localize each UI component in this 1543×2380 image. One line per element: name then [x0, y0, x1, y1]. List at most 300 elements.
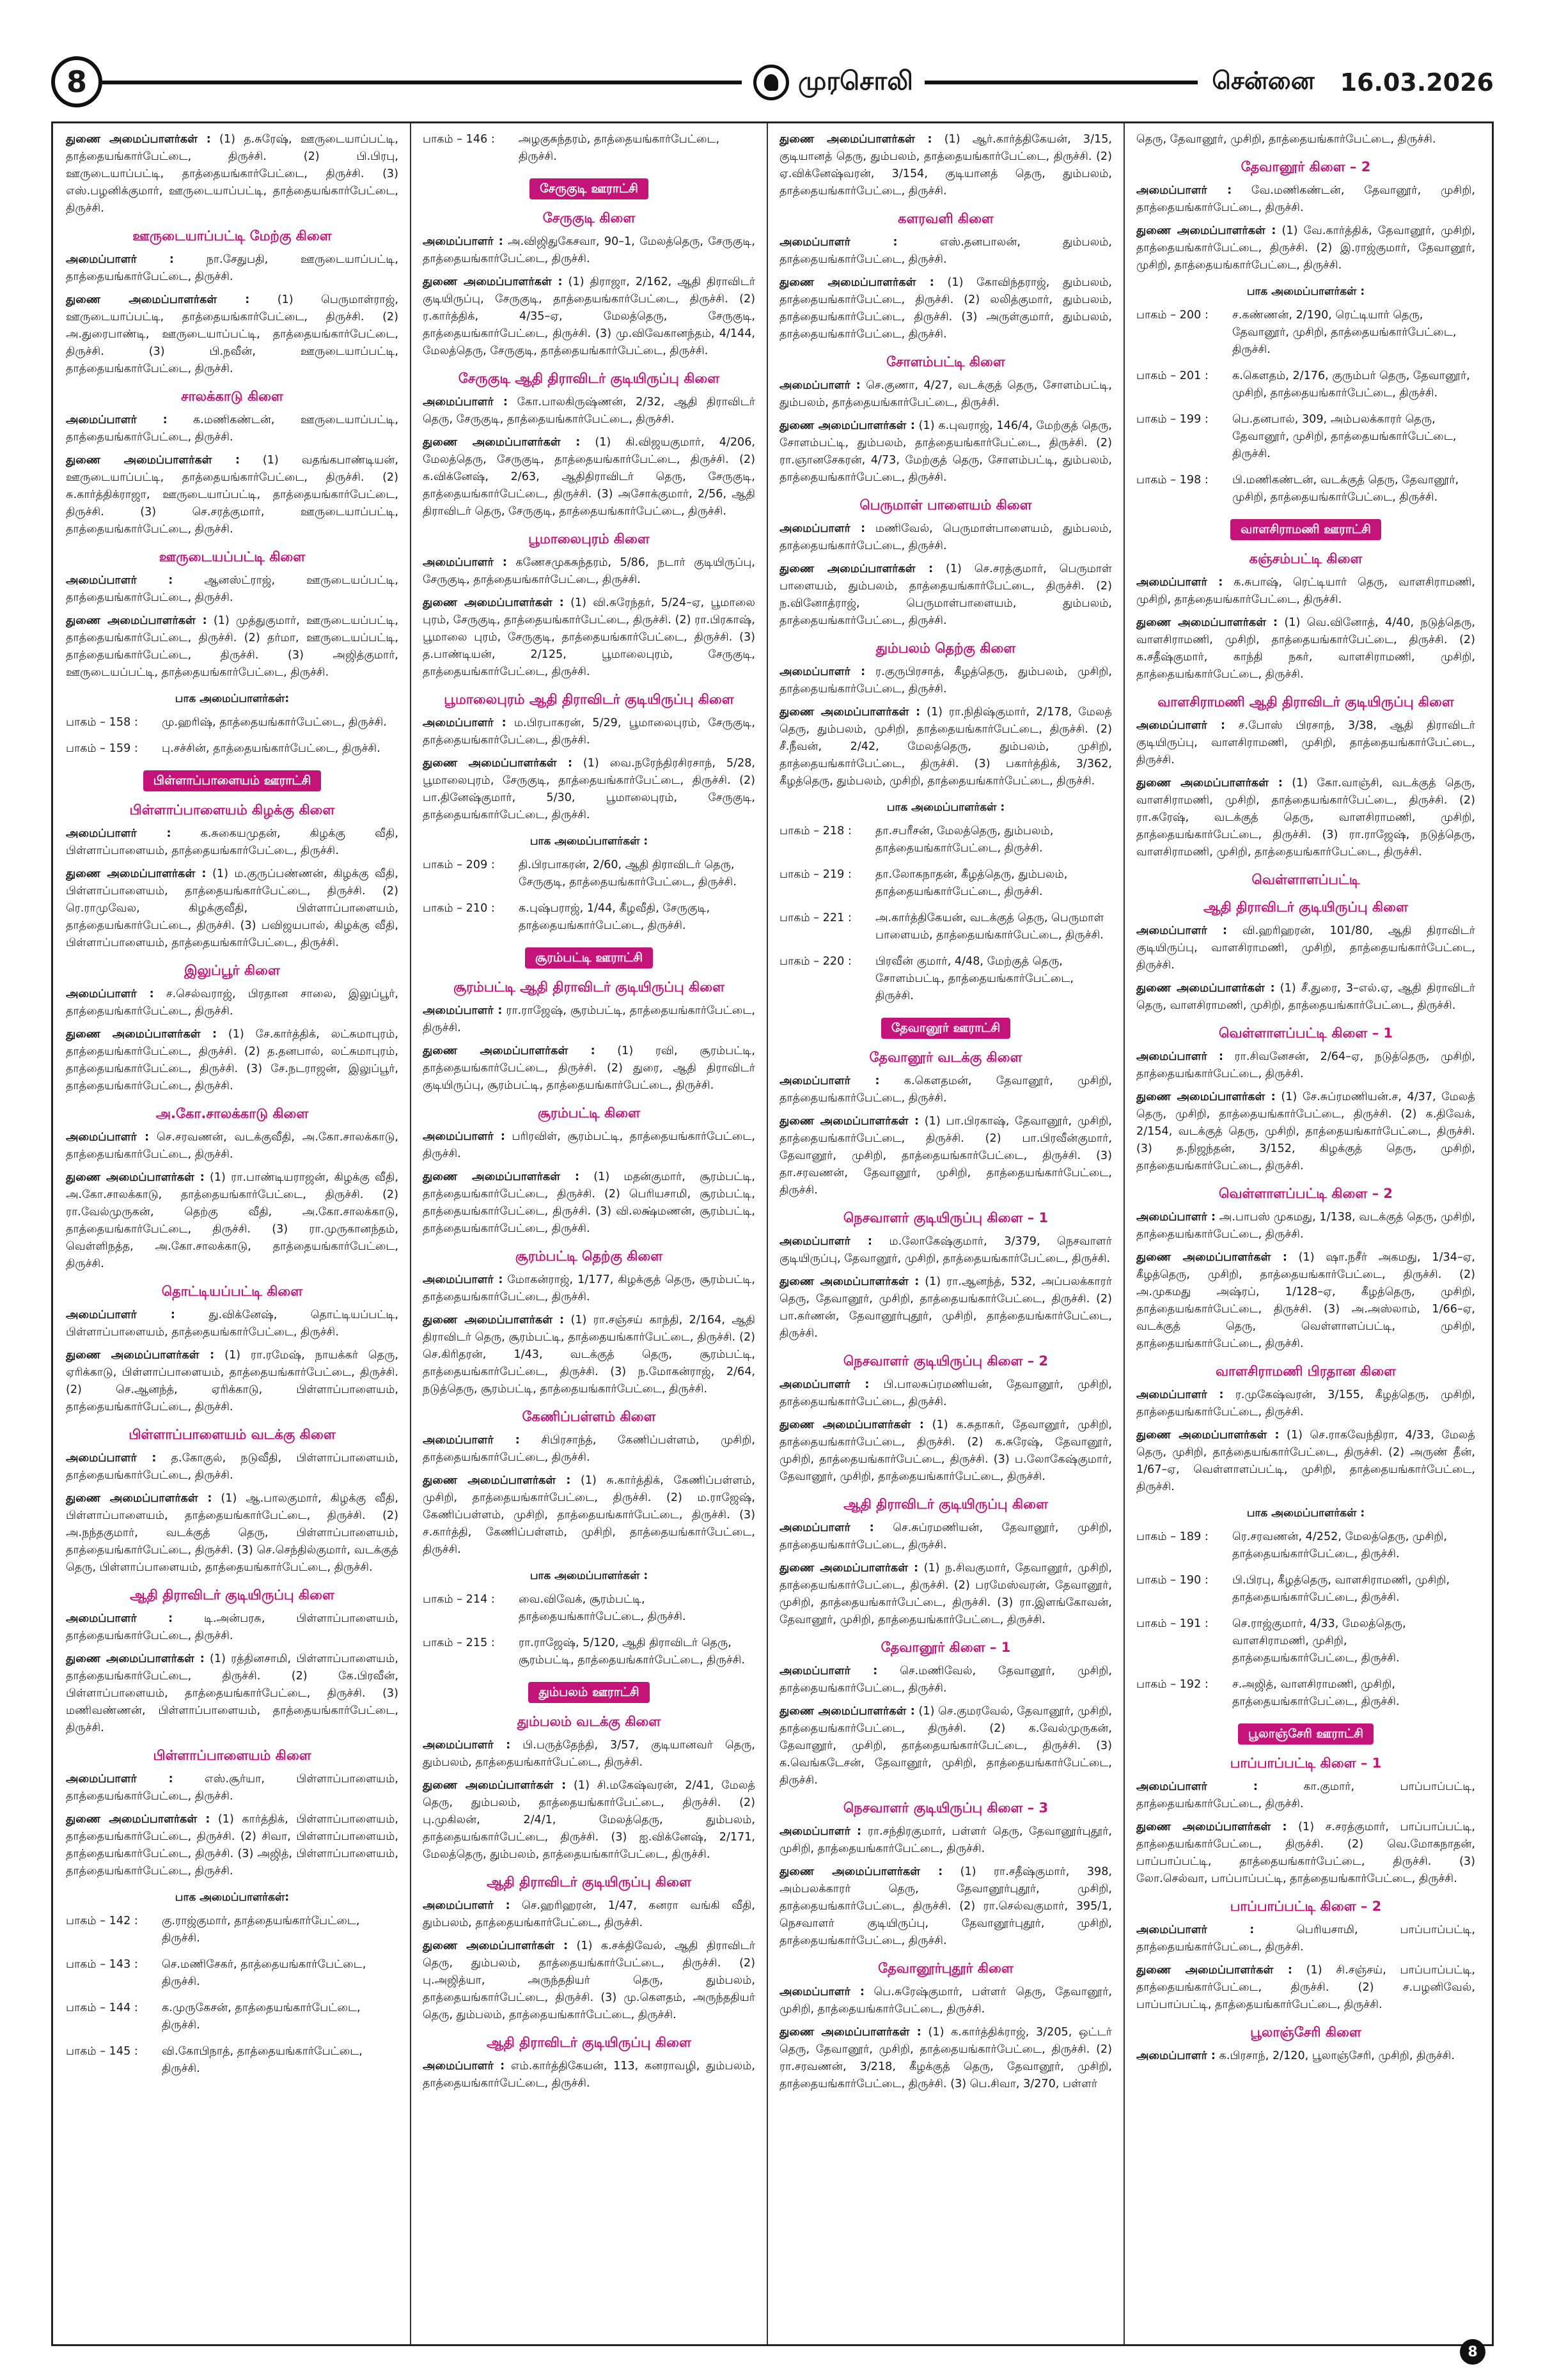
role-label: அமைப்பாளர் :	[779, 1075, 880, 1087]
branch-heading: ஆதி திராவிடர் குடியிருப்பு கிளை	[843, 1497, 1048, 1512]
booth-organizer: தி.பிரபாகரன், 2/60, ஆதி திராவிடர் தெரு, சேருகுடி, தாத்தையங்கார்பேட்டை, திருச்சி.	[519, 859, 737, 889]
member-details: ரா.ராஜேஷ், சூரம்பட்டி, தாத்தையங்கார்பேட்டை, திருச்சி.	[423, 1004, 755, 1034]
member-entry	[66, 412, 398, 446]
member-entry	[66, 131, 398, 217]
member-entry	[779, 1417, 1112, 1486]
panchayat-title: சேருகுடி ஊராட்சி	[529, 178, 648, 199]
role-label: அமைப்பாளர் :	[66, 414, 168, 426]
masthead-rule-right	[902, 81, 1221, 84]
role-label: துணை அமைப்பாளர்கள் :	[66, 293, 250, 306]
member-entry	[423, 1938, 755, 2024]
booth-organizer: செ.மணிசேகர், தாத்தையங்கார்பேட்டை, திருச்சி.	[162, 1958, 366, 1988]
role-label: துணை அமைப்பாளர்கள் :	[423, 276, 563, 288]
booth-entry	[423, 1591, 755, 1626]
booth-entry	[1136, 1572, 1475, 1606]
booth-number: பாகம் – 192 :	[1136, 1678, 1209, 1691]
sub-heading: பாக அமைப்பாளர்கள் :	[529, 1569, 648, 1582]
branch-heading: வெள்ளாளப்பட்டி	[1251, 872, 1360, 887]
panchayat-title: பிள்ளாப்பாளையம் ஊராட்சி	[143, 770, 322, 791]
member-details: செ.மணிவேல், தேவானூர், முசிறி, தாத்தையங்கார்பேட்டை, திருச்சி.	[779, 1665, 1112, 1695]
member-details: (1) செ.குமரவேல், தேவானூர், முசிறி, தாத்தையங்கார்பேட்டை, திருச்சி. (2) க.வேல்முருகன், தேவானூர், முசிறி, தாத்தையங்கார்பேட்டை, திருச்சி. (3) க.வெங்கடேசன், தேவானூர், முசிறி, தாத்தையங்கார்பேட்டை, திருச்சி.	[779, 1705, 1112, 1787]
member-entry	[423, 394, 755, 428]
role-label: அமைப்பாளர் :	[1136, 184, 1232, 197]
member-details: எஸ்.தனபாலன், தும்பலம், தாத்தையங்கார்பேட்டை, திருச்சி.	[779, 236, 1112, 266]
role-label: அமைப்பாளர் :	[779, 1665, 878, 1677]
column-1	[66, 131, 398, 2337]
member-details: பெரியசாமி, பாப்பாப்பட்டி, தாத்தையங்கார்பேட்டை, திருச்சி.	[1136, 1924, 1475, 1954]
masthead	[51, 51, 1494, 115]
role-label: அமைப்பாளர் :	[779, 1825, 862, 1838]
member-entry	[1136, 131, 1475, 148]
booth-organizer: ரா.ராஜேஷ், 5/120, ஆதி திராவிடர் தெரு, சூரம்பட்டி, தாத்தையங்கார்பேட்டை, திருச்சி.	[519, 1637, 745, 1667]
member-entry	[779, 234, 1112, 268]
member-details: கணேசமுகசுந்தரம், 5/86, நடார் குடியிருப்பு, சேருகுடி, தாத்தையங்கார்பேட்டை, திருச்சி.	[423, 556, 755, 586]
member-entry	[1136, 775, 1475, 861]
member-details: (1) சே.சுப்ரமணியன்.ச, 4/37, மேலத் தெரு, முசிறி, தாத்தையங்கார்பேட்டை, திருச்சி. (2) க.திவேக், 2/154, வடக்குத் தெரு, முசிறி, தாத்தையங்கார்பேட்டை, திருச்சி. (3) த.நிஜந்தன், 3/152, கிழக்குத் தெரு, முசிறி, தாத்தையங்கார்பேட்டை, திருச்சி.	[1136, 1091, 1475, 1172]
booth-entry	[66, 2043, 398, 2078]
member-details: (1) ஷா.நசீர் அகமது, 1/34–ஏ, கீழத்தெரு, முசிறி, தாத்தையங்கார்பேட்டை, திருச்சி. (2) அ.முகமது அஷ்ரப், 1/128–ஏ, கீழத்தெரு, முசிறி, தாத்தையங்கார்பேட்டை, திருச்சி. (3) அ.அஸ்லாம், 1/66–ஏ, வடக்குத் தெரு, வெள்ளாளப்பட்டி, முசிறி, தாத்தையங்கார்பேட்டை, திருச்சி.	[1136, 1251, 1475, 1350]
member-entry	[1136, 2048, 1475, 2065]
member-entry	[779, 1233, 1112, 1268]
member-entry	[779, 1663, 1112, 1697]
member-details: (1) ம.குருப்பண்ணன், கிழக்கு வீதி, பிள்ளாப்பாளையம், தாத்தையங்கார்பேட்டை, திருச்சி. (2) ரெ.ராமுவேல, கிழக்குவீதி, பிள்ளாப்பாளையம், தாத்தையங்கார்பேட்டை, திருச்சி. (3) பவிஜயபால், கிழக்கு வீதி, பிள்ளாப்பாளையம், தாத்தையங்கார்பேட்டை, திருச்சி.	[66, 867, 398, 949]
member-details: பெ.சுரேஷ்குமார், பள்ளர் தெரு, தேவானூர், முசிறி, தாத்தையங்கார்பேட்டை, திருச்சி.	[779, 1986, 1112, 2016]
booth-entry	[423, 857, 755, 891]
sub-heading: பாக அமைப்பாளர்கள்:	[175, 1891, 290, 1904]
role-label: அமைப்பாளர் :	[1136, 719, 1226, 732]
member-details: (1) ரத்தினசாமி, பிள்ளாப்பாளையம், தாத்தையங்கார்பேட்டை, திருச்சி. (2) கே.பிரவீன், பிள்ளாப்பாளையம், தாத்தையங்கார்பேட்டை, திருச்சி. (3) மணிவண்ணன், பிள்ளாப்பாளையம், தாத்தையங்கார்பேட்டை, திருச்சி.	[66, 1653, 398, 1734]
booth-entry	[66, 740, 398, 758]
member-entry	[1136, 1249, 1475, 1353]
role-label: அமைப்பாளர் :	[1136, 924, 1228, 937]
role-label: அமைப்பாளர் :	[66, 1612, 173, 1625]
member-entry	[423, 233, 755, 268]
booth-number: பாகம் – 218 :	[779, 825, 852, 837]
branch-heading: சூரம்பட்டி கிளை	[537, 1105, 641, 1121]
dateline	[1198, 61, 1494, 104]
branch-heading: சேருகுடி கிளை	[542, 210, 636, 226]
member-entry	[1136, 182, 1475, 217]
booth-organizer: க.முருகேசன், தாத்தையங்கார்பேட்டை, திருச்சி.	[162, 2002, 361, 2032]
member-entry	[423, 595, 755, 681]
newspaper-name: முரசொலி	[798, 66, 913, 96]
role-label: அமைப்பாளர் :	[1136, 576, 1223, 589]
member-entry	[423, 1312, 755, 1398]
role-label: துணை அமைப்பாளர்கள் :	[779, 133, 932, 146]
booth-entry	[66, 1956, 398, 1991]
masthead-rule-left	[102, 81, 742, 84]
role-label: அமைப்பாளர் :	[66, 1309, 175, 1321]
branch-heading: பாப்பாப்பட்டி கிளை – 2	[1230, 1899, 1382, 1914]
member-details: து.விக்னேஷ், தொட்டியப்பட்டி, பிள்ளாப்பாளையம், தாத்தையங்கார்பேட்டை, திருச்சி.	[66, 1309, 398, 1339]
branch-heading: தேவானூர் வடக்கு கிளை	[869, 1050, 1022, 1065]
booth-organizer: க.கௌதம், 2/176, குரும்பர் தெரு, தேவானூர், முசிறி, தாத்தையங்கார்பேட்டை, திருச்சி.	[1232, 369, 1470, 400]
booth-number: பாகம் – 158 :	[66, 716, 138, 729]
footer-page-number	[1460, 2339, 1485, 2365]
section-banner	[1136, 1723, 1475, 1745]
role-label: துணை அமைப்பாளர்கள் :	[423, 1940, 568, 1952]
member-entry	[66, 1307, 398, 1341]
booth-number: பாகம் – 214 :	[423, 1593, 495, 1606]
booth-number: பாகம் – 210 :	[423, 902, 495, 915]
section-banner	[423, 178, 755, 199]
member-entry	[1136, 574, 1475, 609]
member-entry	[779, 1520, 1112, 1554]
role-label: அமைப்பாளர் :	[779, 236, 898, 249]
member-entry	[66, 452, 398, 538]
member-details: (1) பா.பிரகாஷ், தேவானூர், முசிறி, தாத்தையங்கார்பேட்டை, திருச்சி. (2) பா.பிரவீன்குமார், தேவானூர், முசிறி, தாத்தையங்கார்பேட்டை, திருச்சி. (3) தா.சரவணன், தேவானூர், முசிறி, தாத்தையங்கார்பேட்டை, திருச்சி.	[779, 1115, 1112, 1197]
role-label: துணை அமைப்பாளர்கள் :	[423, 1314, 565, 1326]
role-label: துணை அமைப்பாளர்கள் :	[423, 757, 573, 770]
member-details: (1) செ.சரத்குமார், பெருமாள் பாளையம், தும்பலம், தாத்தையங்கார்பேட்டை, திருச்சி. (2) ந.வினோத்ராஜ், பெருமாள்பாளையம், தும்பலம், தாத்தையங்கார்பேட்டை, திருச்சி.	[779, 563, 1112, 627]
column-3	[779, 131, 1112, 2337]
member-details: (1) வி.சுரேந்தர், 5/24–ஏ, பூமாலை புரம், சேருகுடி, தாத்தையங்கார்பேட்டை, திருச்சி. (2) ரா.பிரகாஷ், பூமாலை புரம், சேருகுடி, தாத்தையங்கார்பேட்டை, திருச்சி. (3) த.பாண்டியன், 2/125, பூமாலைபுரம், சேருகுடி, தாத்தையங்கார்பேட்டை, திருச்சி.	[423, 596, 755, 678]
member-entry	[1136, 922, 1475, 974]
booth-organizer: மு.ஹரிஷ், தாத்தையங்கார்பேட்டை, திருச்சி.	[162, 716, 387, 729]
member-entry	[66, 1610, 398, 1645]
booth-number: பாகம் – 219 :	[779, 868, 852, 881]
booth-number: பாகம் – 201 :	[1136, 369, 1209, 382]
member-details: ச.போஸ் பிரசாந், 3/38, ஆதி திராவிடர் குடியிருப்பு, வாளசிராமணி, முசிறி, தாத்தையங்கார்பேட்டை, திருச்சி.	[1136, 719, 1475, 766]
member-entry	[66, 1347, 398, 1416]
member-entry	[66, 1771, 398, 1805]
booth-organizer: தா.லோகநாதன், கீழத்தெரு, தும்பலம், தாத்தையங்கார்பேட்டை, திருச்சி.	[875, 868, 1068, 898]
branch-heading: சூரம்பட்டி ஆதி திராவிடர் குடியிருப்பு கிளை	[453, 979, 725, 995]
role-label: துணை அமைப்பாளர்கள் :	[779, 706, 921, 719]
member-details: டி.அன்பரசு, பிள்ளாப்பாளையம், தாத்தையங்கார்பேட்டை, திருச்சி.	[66, 1612, 398, 1642]
role-label: துணை அமைப்பாளர்கள் :	[1136, 1091, 1276, 1103]
role-label: துணை அமைப்பாளர்கள் :	[66, 454, 240, 467]
branch-heading: ஊருடையப்பட்டி கிளை	[159, 549, 306, 564]
member-entry	[1136, 1778, 1475, 1813]
branch-heading: தேவானூர் கிளை – 2	[1241, 159, 1371, 175]
booth-organizer: வி.கோபிநாத், தாத்தையங்கார்பேட்டை, திருச்சி.	[162, 2045, 363, 2075]
branch-heading: நெசவாளர் குடியிருப்பு கிளை – 2	[843, 1353, 1049, 1369]
booth-entry	[779, 910, 1112, 944]
member-entry	[779, 1984, 1112, 2018]
member-entry	[66, 572, 398, 607]
section-banner	[423, 947, 755, 968]
role-label: துணை அமைப்பாளர்கள் :	[779, 1419, 924, 1431]
member-entry	[423, 1897, 755, 1932]
booth-entry	[1136, 1676, 1475, 1711]
branch-heading: நெசவாளர் குடியிருப்பு கிளை – 1	[843, 1210, 1049, 1225]
member-entry	[779, 1823, 1112, 1858]
member-entry	[1136, 1427, 1475, 1496]
role-label: அமைப்பாளர் :	[1136, 1050, 1223, 1063]
member-entry	[779, 1560, 1112, 1629]
member-details: எஸ்.சூர்யா, பிள்ளாப்பாளையம், தாத்தையங்கார்பேட்டை, திருச்சி.	[66, 1773, 398, 1803]
role-label: துணை அமைப்பாளர்கள் :	[779, 1865, 943, 1878]
member-details: (1) ரவி, சூரம்பட்டி, தாத்தையங்கார்பேட்டை, திருச்சி. (2) துரை, ஆதி திராவிடர் குடியிருப்பு, சூரம்பட்டி, தாத்தையங்கார்பேட்டை, திருச்சி.	[423, 1045, 755, 1092]
member-details: பரிரவிள், சூரம்பட்டி, தாத்தையங்கார்பேட்டை, திருச்சி.	[423, 1130, 755, 1160]
branch-heading: பிள்ளாப்பாளையம் கிளை	[153, 1748, 311, 1763]
member-details: க.சுகையமுதன், கிழக்கு வீதி, பிள்ளாப்பாளையம், தாத்தையங்கார்பேட்டை, திருச்சி.	[66, 827, 398, 857]
member-entry	[423, 434, 755, 520]
role-label: துணை அமைப்பாளர்கள் :	[423, 1779, 567, 1792]
role-label: துணை அமைப்பாளர்கள் :	[423, 596, 564, 609]
role-label: துணை அமைப்பாளர்கள் :	[1136, 616, 1278, 629]
column-divider	[767, 123, 768, 2344]
member-details: (1) ரா.ஆனந்த், 532, அப்பலக்காரர் தெரு, தேவானூர், முசிறி, தாத்தையங்கார்பேட்டை, திருச்சி. (2) பா.கர்ணன், தேவானூர்புதூர், முசிறி, தாத்தையங்கார்பேட்டை, திருச்சி.	[779, 1275, 1112, 1340]
member-entry	[423, 274, 755, 360]
branch-heading: பூமாலைபுரம் ஆதி திராவிடர் குடியிருப்பு கிளை	[444, 692, 734, 707]
branch-heading: பிள்ளாப்பாளையம் வடக்கு கிளை	[129, 1427, 336, 1442]
branch-heading: இலுப்பூர் கிளை	[184, 963, 280, 978]
member-entry	[423, 554, 755, 589]
role-label: அமைப்பாளர் :	[779, 379, 861, 392]
branch-heading: தும்பலம் தெற்கு கிளை	[875, 641, 1016, 656]
branch-heading: பூலாஞ்சேரி கிளை	[1250, 2025, 1361, 2040]
role-label: அமைப்பாளர் :	[423, 235, 503, 248]
member-details: (1) ந.சிவகுமார், தேவானூர், முசிறி, தாத்தையங்கார்பேட்டை, திருச்சி. (2) பரமேஸ்வரன், தேவானூர், முசிறி, தாத்தையங்கார்பேட்டை, திருச்சி. (3) ரா.இளங்கோவன், தேவானூர், முசிறி, தாத்தையங்கார்பேட்டை, திருச்சி.	[779, 1562, 1112, 1626]
branch-heading: அ.கோ.சாலக்காடு கிளை	[155, 1106, 309, 1121]
column-divider	[410, 123, 411, 2344]
role-label: துணை அமைப்பாளர்கள் :	[1136, 777, 1283, 789]
booth-number: பாகம் – 144 :	[66, 2002, 138, 2014]
booth-organizer: பெ.தனபால், 309, அம்பலக்காரர் தெரு, தேவானூர், முசிறி, தாத்தையங்கார்பேட்டை, திருச்சி.	[1232, 413, 1457, 460]
member-entry	[779, 377, 1112, 412]
role-label: துணை அமைப்பாளர்கள் :	[1136, 1251, 1287, 1264]
role-label: அமைப்பாளர் :	[1136, 1924, 1255, 1936]
member-entry	[66, 1129, 398, 1163]
panchayat-title: தும்பலம் ஊராட்சி	[528, 1682, 649, 1703]
role-label: அமைப்பாளர் :	[423, 1273, 503, 1286]
newspaper-logo	[742, 61, 925, 104]
booth-organizer: வை.விவேக், சூரம்பட்டி, தாத்தையங்கார்பேட்டை, திருச்சி.	[519, 1593, 686, 1623]
member-entry	[779, 1113, 1112, 1199]
branch-heading: சேருகுடி ஆதி திராவிடர் குடியிருப்பு கிளை	[458, 371, 720, 386]
role-label: துணை அமைப்பாளர்கள் :	[66, 1813, 210, 1826]
member-entry	[66, 1811, 398, 1880]
role-label: அமைப்பாளர் :	[66, 827, 171, 840]
booth-entry	[779, 953, 1112, 1005]
role-label: அமைப்பாளர் :	[423, 2060, 505, 2073]
branch-heading: ஊருடையாப்பட்டி மேற்கு கிளை	[132, 228, 332, 244]
branch-heading: கேணிப்பள்ளம் கிளை	[522, 1409, 656, 1424]
role-label: துணை அமைப்பாளர்கள் :	[66, 133, 211, 146]
booth-number: பாகம் – 189 :	[1136, 1530, 1209, 1543]
member-details: தெரு, தேவானூர், முசிறி, தாத்தையங்கார்பேட்டை, திருச்சி.	[1136, 133, 1436, 146]
booth-organizer: பு.சச்சின், தாத்தையங்கார்பேட்டை, திருச்சி.	[162, 742, 380, 755]
column-4	[1136, 131, 1475, 2337]
booth-entry	[1136, 411, 1475, 463]
role-label: அமைப்பாளர் :	[1136, 1211, 1216, 1224]
branch-heading: பூமாலைபுரம் கிளை	[528, 531, 650, 547]
member-details: க.பிரசாந், 2/120, பூலாஞ்சேரி, முசிறி, திருச்சி.	[1215, 2049, 1455, 2062]
member-details: (1) கோவிந்தராஜ், தும்பலம், தாத்தையங்கார்பேட்டை, திருச்சி. (2) லலித்குமார், தும்பலம், தாத்தையங்கார்பேட்டை, திருச்சி. (3) அருள்குமார், தும்பலம், தாத்தையங்கார்பேட்டை, திருச்சி.	[779, 276, 1112, 341]
sun-logo-icon	[753, 65, 789, 100]
branch-heading: சோளம்பட்டி கிளை	[886, 354, 1005, 369]
member-entry	[423, 1043, 755, 1094]
booth-entry	[423, 900, 755, 935]
member-details: (1) வே.கார்த்திக், தேவானூர், முசிறி, தாத்தையங்கார்பேட்டை, திருச்சி. (2) இ.ராஜ்குமார், தேவானூர், முசிறி, தாத்தையங்கார்பேட்டை, திருச்சி.	[1136, 224, 1475, 272]
role-label: அமைப்பாளர் :	[423, 1899, 510, 1912]
member-details: (1) த.சுரேஷ், ஊருடையாப்பட்டி, தாத்தையங்கார்பேட்டை, திருச்சி. (2) பி.பிரபு, ஊருடையாப்பட்டி, தாத்தையங்கார்பேட்டை, திருச்சி. (3) எஸ்.பழனிக்குமார், ஊருடையாப்பட்டி, தாத்தையங்கார்பேட்டை, திருச்சி.	[66, 133, 398, 215]
member-details: ஆனஸ்ட்ராஜ், ஊருடையப்பட்டி, தாத்தையங்கார்பேட்டை, திருச்சி.	[66, 574, 398, 604]
booth-number: பாகம் – 190 :	[1136, 1574, 1209, 1587]
role-label: துணை அமைப்பாளர்கள் :	[66, 1492, 212, 1505]
member-details: வி.ஹரிஹரன், 101/80, ஆதி திராவிடர் குடியிருப்பு, வாளசிராமணி, முசிறி, தாத்தையங்கார்பேட்டை, திருச்சி.	[1136, 924, 1475, 972]
role-label: துணை அமைப்பாளர்கள் :	[423, 1171, 579, 1183]
branch-heading: ஆதி திராவிடர் குடியிருப்பு கிளை	[130, 1587, 334, 1603]
booth-number: பாகம் – 198 :	[1136, 474, 1209, 486]
section-banner	[423, 1682, 755, 1703]
member-entry	[1136, 717, 1475, 769]
role-label: அமைப்பாளர் :	[423, 396, 508, 408]
role-label: அமைப்பாளர் :	[423, 717, 506, 729]
member-entry	[423, 1169, 755, 1238]
booth-organizer: அழகுசுந்தரம், தாத்தையங்கார்பேட்டை, திருச்சி.	[519, 133, 720, 163]
member-details: செ.குணா, 4/27, வடக்குத் தெரு, சோளம்பட்டி, தும்பலம், தாத்தையங்கார்பேட்டை, திருச்சி.	[779, 379, 1112, 409]
member-details: (1) கார்த்திக், பிள்ளாப்பாளையம், தாத்தையங்கார்பேட்டை, திருச்சி. (2) சிவா, பிள்ளாப்பாளையம், தாத்தையங்கார்பேட்டை, திருச்சி. (3) அஜித், பிள்ளாப்பாளையம், தாத்தையங்கார்பேட்டை, திருச்சி.	[66, 1813, 398, 1878]
member-entry	[66, 292, 398, 378]
role-label: அமைப்பாளர் :	[779, 1235, 872, 1248]
member-details: (1) சு.கார்த்திக், கேணிப்பள்ளம், முசிறி, தாத்தையங்கார்பேட்டை, திருச்சி. (2) ம.ராஜேஷ், கேணிப்பள்ளம், முசிறி, தாத்தையங்கார்பேட்டை, திருச்சி. (3) ச.கார்த்தி, கேணிப்பள்ளம், முசிறி, தாத்தையங்கார்பேட்டை, திருச்சி.	[423, 1474, 755, 1556]
branch-heading: வெள்ளாளப்பட்டி கிளை – 2	[1218, 1186, 1393, 1201]
member-details: (1) கோ.வாஞ்சி, வடக்குத் தெரு, வாளசிராமணி, முசிறி, தாத்தையங்கார்பேட்டை, திருச்சி. (2) ரா.சுரேஷ், வடக்குத் தெரு, வாளசிராமணி, முசிறி, தாத்தையங்கார்பேட்டை, திருச்சி. (3) ரா.ராஜேஷ், நடுத்தெரு, வாளசிராமணி, முசிறி, தாத்தையங்கார்பேட்டை, திருச்சி.	[1136, 777, 1475, 859]
role-label: துணை அமைப்பாளர்கள் :	[423, 1474, 571, 1487]
role-label: அமைப்பாளர் :	[779, 665, 866, 678]
member-entry	[779, 1863, 1112, 1950]
member-entry	[423, 1432, 755, 1466]
member-details: சிபிரசாந்த், கேணிப்பள்ளம், முசிறி, தாத்தையங்கார்பேட்டை, திருச்சி.	[423, 1434, 755, 1464]
role-label: அமைப்பாளர் :	[66, 988, 154, 1000]
member-details: (1) ரா.சதீஷ்குமார், 398, அம்பலக்காரர் தெரு, தேவானூர்புதூர், முசிறி, தாத்தையங்கார்பேட்டை, திருச்சி. (2) ரா.செல்வகுமார், 395/1, நெசவாளர் குடியிருப்பு, தேவானூர்புதூர், முசிறி, தாத்தையங்கார்பேட்டை, திருச்சி.	[779, 1865, 1112, 1947]
booth-organizer: செ.ராஜ்குமார், 4/33, மேலத்தெரு, வாளசிராமணி, முசிறி, தாத்தையங்கார்பேட்டை, திருச்சி.	[1232, 1617, 1406, 1665]
member-details: எம்.கார்த்திகேயன், 113, கனராவழி, தும்பலம், தாத்தையங்கார்பேட்டை, திருச்சி.	[423, 2060, 755, 2090]
booth-entry	[423, 1635, 755, 1669]
member-details: ம.பிரபாகரன், 5/29, பூமாலைபுரம், சேருகுடி, தாத்தையங்கார்பேட்டை, திருச்சி.	[423, 717, 755, 747]
section-banner	[66, 770, 398, 791]
role-label: துணை அமைப்பாளர்கள் :	[779, 276, 934, 289]
booth-number: பாகம் – 142 :	[66, 1915, 138, 1927]
role-label: துணை அமைப்பாளர்கள் :	[66, 867, 207, 880]
member-details: (1) முத்துகுமார், ஊருடையப்பட்டி, தாத்தையங்கார்பேட்டை, திருச்சி. (2) தர்மா, ஊருடையப்பட்டி, தாத்தையங்கார்பேட்டை, திருச்சி. (3) அஜித்குமார், ஊருடையப்பட்டி, தாத்தையங்கார்பேட்டை, திருச்சி.	[66, 614, 398, 679]
role-label: அமைப்பாளர் :	[779, 1986, 865, 1998]
role-label: துணை அமைப்பாளர்கள் :	[1136, 1821, 1287, 1833]
panchayat-title: வாளசிராமணி ஊராட்சி	[1230, 519, 1381, 540]
member-details: மோகன்ராஜ், 1/177, கிழக்குத் தெரு, சூரம்பட்டி, தாத்தையங்கார்பேட்டை, திருச்சி.	[423, 1273, 755, 1303]
member-entry	[423, 1272, 755, 1306]
role-label: துணை அமைப்பாளர்கள் :	[779, 1562, 919, 1575]
panchayat-title: தேவானூர் ஊராட்சி	[881, 1018, 1010, 1039]
branch-heading: தேவானூர் கிளை – 1	[881, 1640, 1011, 1655]
sub-heading: பாக அமைப்பாளர்கள் :	[886, 801, 1005, 814]
booth-entry	[423, 131, 755, 166]
member-details: (1) பெருமாள்ராஜ், ஊருடையாப்பட்டி, தாத்தையங்கார்பேட்டை, திருச்சி. (2) அ.துரைபாண்டி, ஊருடையாப்பட்டி, தாத்தையங்கார்பேட்டை, திருச்சி. (3) பி.நவீன், ஊருடையாப்பட்டி, தாத்தையங்கார்பேட்டை, திருச்சி.	[66, 293, 398, 375]
member-details: (1) செ.ராகவேந்திரா, 4/33, மேலத் தெரு, முசிறி, தாத்தையங்கார்பேட்டை, திருச்சி. (2) அருண் தீன், 1/67–ஏ, வெள்ளாளப்பட்டி, முசிறி, தாத்தையங்கார்பேட்டை, திருச்சி.	[1136, 1429, 1475, 1493]
booth-entry	[66, 1913, 398, 1947]
booth-number: பாகம் – 221 :	[779, 912, 852, 924]
member-details: (1) ஆ.பாலகுமார், கிழக்கு வீதி, பிள்ளாப்பாளையம், தாத்தையங்கார்பேட்டை, திருச்சி. (2) அ.நந்தகுமார், வடக்குத் தெரு, பிள்ளாப்பாளையம், தாத்தையங்கார்பேட்டை, திருச்சி. (3) செ.செந்தில்குமார், வடக்குத் தெரு, பிள்ளாப்பாளையம், தாத்தையங்கார்பேட்டை, திருச்சி.	[66, 1492, 398, 1574]
booth-entry	[779, 823, 1112, 857]
booth-entry	[66, 2000, 398, 2034]
member-details: பி.பருத்தேந்தி, 3/57, குடியானவர் தெரு, தும்பலம், தாத்தையங்கார்பேட்டை, திருச்சி.	[423, 1739, 755, 1769]
role-label: துணை அமைப்பாளர்கள் :	[66, 1349, 215, 1362]
member-entry	[779, 274, 1112, 343]
booth-number: பாகம் – 143 :	[66, 1958, 138, 1971]
role-label: அமைப்பாளர் :	[423, 1434, 520, 1447]
member-entry	[779, 1703, 1112, 1789]
booth-organizer: ச.கண்ணன், 2/190, ரெட்டியார் தெரு, தேவானூர், முசிறி, தாத்தையங்கார்பேட்டை, திருச்சி.	[1232, 309, 1457, 356]
member-details: அ.விஜிதுகேசவா, 90–1, மேலத்தெரு, சேருகுடி, தாத்தையங்கார்பேட்டை, திருச்சி.	[423, 235, 755, 265]
member-entry	[1136, 1387, 1475, 1421]
member-details: (1) ரா.நிதிஷ்குமார், 2/178, மேலத் தெரு, தும்பலம், முசிறி, தாத்தையங்கார்பேட்டை, திருச்சி. (2) சீ.நீவன், 2/42, மேலத்தெரு, தும்பலம், முசிறி, தாத்தையங்கார்பேட்டை, திருச்சி. (3) பகார்த்திக், 3/362, கீழத்தெரு, தும்பலம், முசிறி, தாத்தையங்கார்பேட்டை, திருச்சி.	[779, 706, 1112, 788]
member-entry	[423, 2058, 755, 2092]
booth-organizer: தா.சபரீசன், மேலத்தெரு, தும்பலம், தாத்தையங்கார்பேட்டை, திருச்சி.	[875, 825, 1054, 855]
booth-organizer: க.புஷ்பராஜ், 1/44, கீழவீதி, சேருகுடி, தாத்தையங்கார்பேட்டை, திருச்சி.	[519, 902, 710, 932]
role-label: துணை அமைப்பாளர்கள் :	[779, 419, 915, 432]
role-label: அமைப்பாளர் :	[779, 522, 866, 535]
branch-heading: வாளசிராமணி பிரதான கிளை	[1215, 1364, 1397, 1379]
role-label: துணை அமைப்பாளர்கள் :	[423, 1045, 595, 1057]
member-details: ரா.சிவனேசன், 2/64–ஏ, நடுத்தெரு, முசிறி, தாத்தையங்கார்பேட்டை, திருச்சி.	[1136, 1050, 1475, 1080]
member-details: கா.குமார், பாப்பாப்பட்டி, தாத்தையங்கார்பேட்டை, திருச்சி.	[1136, 1780, 1475, 1810]
member-details: (1) ரா.ரமேஷ், நாயக்கர் தெரு, ஏரிக்காடு, பிள்ளாப்பாளையம், தாத்தையங்கார்பேட்டை, திருச்சி. (2) செ.ஆனந்த், ஏரிக்காடு, பிள்ளாப்பாளையம், தாத்தையங்கார்பேட்டை, திருச்சி.	[66, 1349, 398, 1413]
branch-heading: சாலக்காடு கிளை	[181, 389, 283, 404]
booth-organizer: பி.பிரபு, கீழத்தெரு, வாளசிராமணி, முசிறி, தாத்தையங்கார்பேட்டை, திருச்சி.	[1232, 1574, 1450, 1604]
member-details: (1) க.புவராஜ், 146/4, மேற்குத் தெரு, சோளம்பட்டி, தும்பலம், தாத்தையங்கார்பேட்டை, திருச்சி. (2) ரா.ஞானசேகரன், 4/73, மேற்குத் தெரு, சோளம்பட்டி, தும்பலம், தாத்தையங்கார்பேட்டை, திருச்சி.	[779, 419, 1112, 484]
member-details: ரா.சந்திரகுமார், பள்ளர் தெரு, தேவானூர்புதூர், முசிறி, தாத்தையங்கார்பேட்டை, திருச்சி.	[779, 1825, 1112, 1855]
branch-heading: ஆதி திராவிடர் குடியிருப்பு கிளை	[1203, 899, 1408, 915]
member-details: (1) க.சக்திவேல், ஆதி திராவிடர் தெரு, தும்பலம், தாத்தையங்கார்பேட்டை, திருச்சி. (2) பு.அஜித்யா, அருந்ததியர் தெரு, தும்பலம், தாத்தையங்கார்பேட்டை, திருச்சி. (3) மு.கௌதம், அருந்ததியர் தெரு, தும்பலம், தாத்தையங்கார்பேட்டை, திருச்சி.	[423, 1940, 755, 2021]
member-details: நா.சேதுபதி, ஊருடையாப்பட்டி, தாத்தையங்கார்பேட்டை, திருச்சி.	[66, 253, 398, 283]
column-2	[423, 131, 755, 2337]
member-details: ர.குருபிரசாத், கீழத்தெரு, தும்பலம், முசிறி, தாத்தையங்கார்பேட்டை, திருச்சி.	[779, 665, 1112, 696]
member-entry	[66, 1169, 398, 1273]
role-label: அமைப்பாளர் :	[423, 1739, 511, 1752]
member-entry	[779, 131, 1112, 200]
role-label: துணை அமைப்பாளர்கள் :	[779, 563, 934, 575]
booth-entry	[66, 714, 398, 731]
booth-organizer: கு.ராஜ்குமார், தாத்தையங்கார்பேட்டை, திருச்சி.	[162, 1915, 360, 1945]
booth-entry	[1136, 368, 1475, 402]
member-details: (1) க.சுதாகர், தேவானூர், முசிறி, தாத்தையங்கார்பேட்டை, திருச்சி. (2) க.சுரேஷ், தேவானூர், முசிறி, தாத்தையங்கார்பேட்டை, திருச்சி. (3) ப.லோகேஷ்குமார், தேவானூர், முசிறி, தாத்தையங்கார்பேட்டை, திருச்சி.	[779, 1419, 1112, 1483]
role-label: துணை அமைப்பாளர்கள் :	[779, 1275, 920, 1288]
member-details: பி.பாலசுப்ரமணியன், தேவானூர், முசிறி, தாத்தையங்கார்பேட்டை, திருச்சி.	[779, 1378, 1112, 1408]
role-label: துணை அமைப்பாளர்கள் :	[779, 1115, 919, 1128]
member-details: த.கோகுல், நடுவீதி, பிள்ளாப்பாளையம், தாத்தையங்கார்பேட்டை, திருச்சி.	[66, 1452, 398, 1482]
member-entry	[1136, 1048, 1475, 1083]
role-label: அமைப்பாளர் :	[423, 556, 507, 569]
member-entry	[423, 1472, 755, 1559]
role-label: துணை அமைப்பாளர்கள் :	[1136, 1429, 1280, 1442]
member-entry	[779, 704, 1112, 790]
member-details: (1) சி.சஞ்சய், பாப்பாப்பட்டி, தாத்தையங்கார்பேட்டை, திருச்சி. (2) ச.பழனிவேல், பாப்பாப்பட்டி, தாத்தையங்கார்பேட்டை, திருச்சி.	[1136, 1964, 1475, 2011]
member-details: மணிவேல், பெருமாள்பாளையம், தும்பலம், தாத்தையங்கார்பேட்டை, திருச்சி.	[779, 522, 1112, 552]
member-entry	[779, 2024, 1112, 2093]
booth-number: பாகம் – 209 :	[423, 859, 495, 871]
member-entry	[1136, 1209, 1475, 1243]
role-label: அமைப்பாளர் :	[66, 253, 174, 266]
member-entry	[423, 1002, 755, 1037]
booth-number: பாகம் – 220 :	[779, 955, 852, 968]
booth-number: பாகம் – 199 :	[1136, 413, 1209, 426]
member-entry	[779, 1273, 1112, 1342]
member-details: செ.ஹரிஹரன், 1/47, கனரா வங்கி வீதி, தும்பலம், தாத்தையங்கார்பேட்டை, திருச்சி.	[423, 1899, 755, 1929]
role-label: துணை அமைப்பாளர்கள் :	[423, 436, 581, 449]
member-entry	[66, 1450, 398, 1484]
panchayat-title: சூரம்பட்டி ஊராட்சி	[525, 947, 653, 968]
member-entry	[1136, 980, 1475, 1015]
role-label: துணை அமைப்பாளர்கள் :	[779, 2026, 921, 2039]
branch-heading: நெசவாளர் குடியிருப்பு கிளை – 3	[843, 1800, 1049, 1816]
role-label: அமைப்பாளர் :	[1136, 2049, 1216, 2062]
booth-number: பாகம் – 200 :	[1136, 309, 1209, 322]
member-entry	[779, 1376, 1112, 1411]
role-label: அமைப்பாளர் :	[1136, 1388, 1224, 1401]
